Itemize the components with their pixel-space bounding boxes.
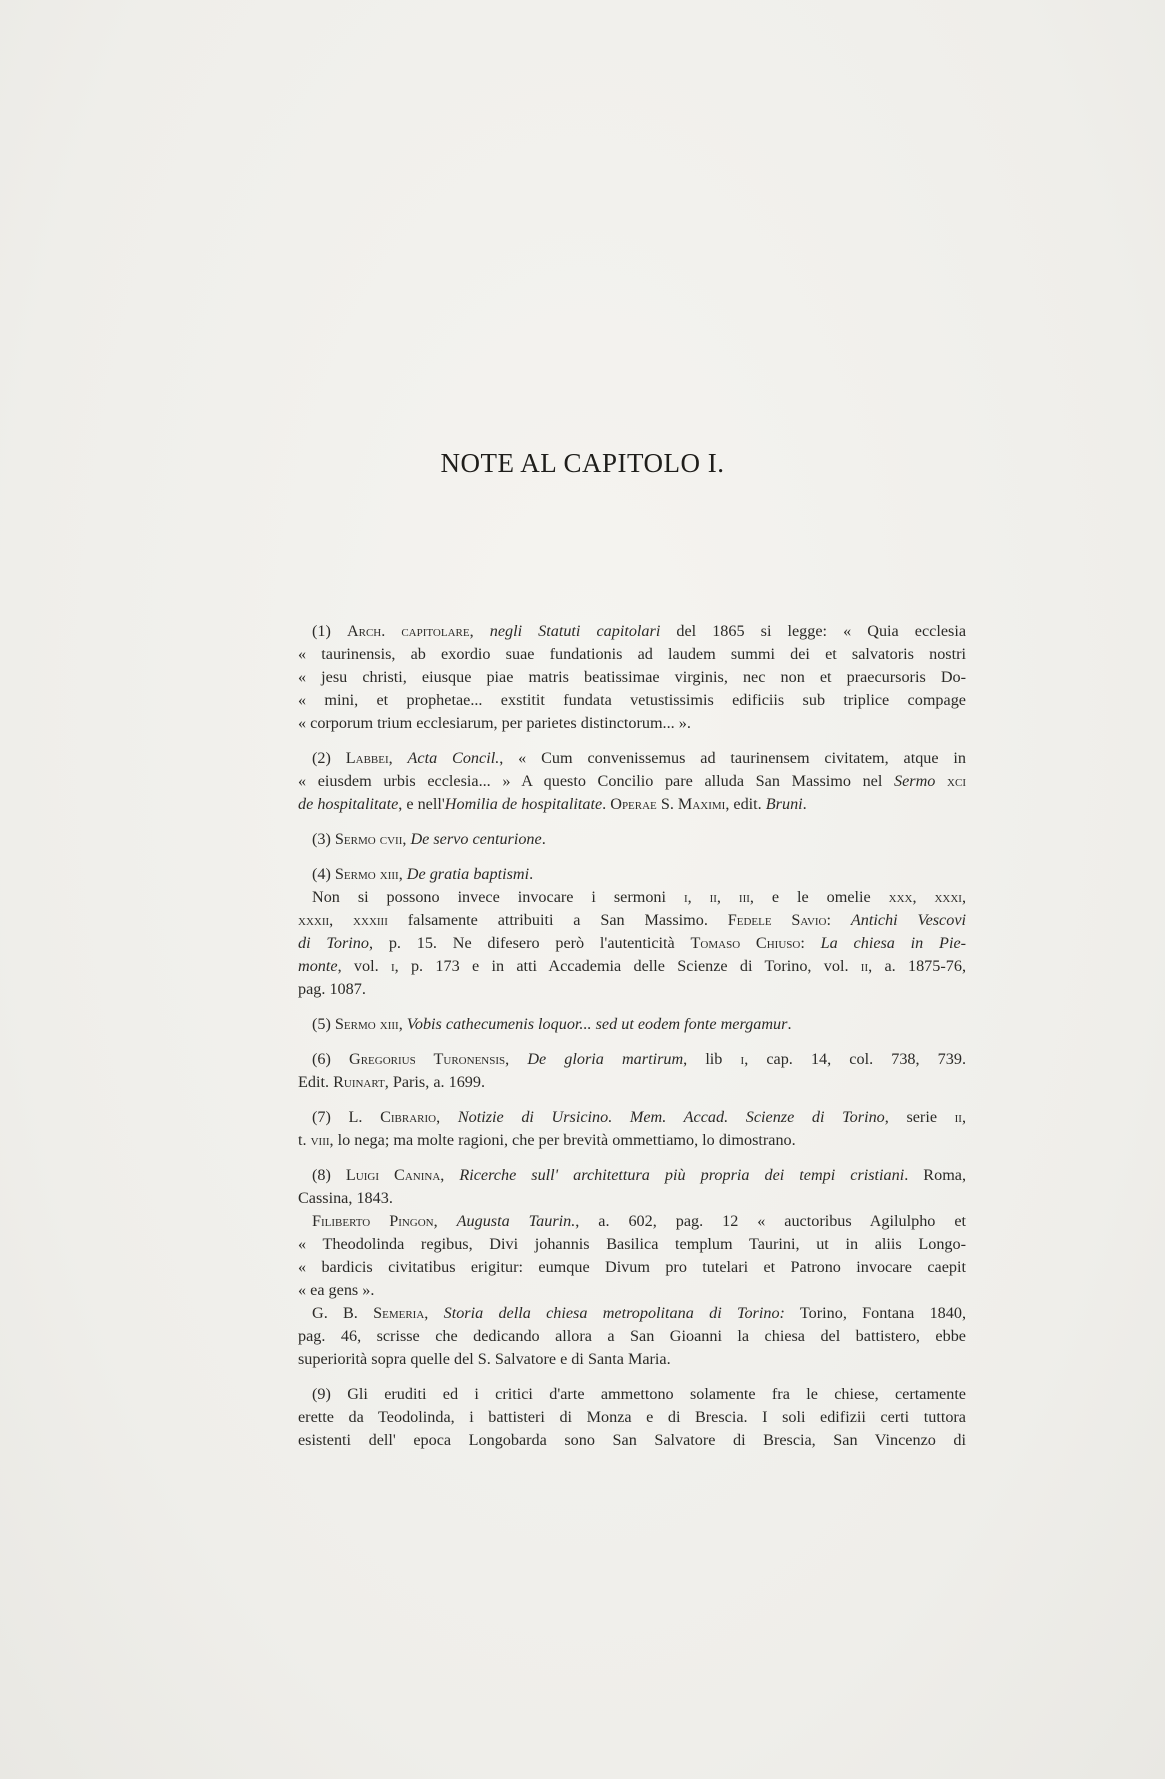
note-line: G. B. Semeria, Storia della chiesa metropolitana di Torino: Torino, Fontana 1840, bbox=[312, 1304, 966, 1322]
note-line: Filiberto Pingon, Augusta Taurin., a. 602, pag. 12 « auctoribus Agilulpho et bbox=[312, 1212, 967, 1230]
note-line: superiorità sopra quelle del S. Salvatore e di Santa Maria. bbox=[298, 1350, 671, 1368]
note-3 bbox=[298, 828, 966, 851]
note-line: esistenti dell' epoca Longobarda sono San Salvatore di Brescia, San Vincenzo di bbox=[298, 1431, 966, 1449]
note-line: « corporum trium ecclesiarum, per parietes distinctorum... ». bbox=[298, 714, 691, 732]
note-line: Cassina, 1843. bbox=[298, 1189, 393, 1207]
note-line: di Torino, p. 15. Ne difesero però l'autenticità Tomaso Chiuso: La chiesa in Pie- bbox=[298, 934, 967, 952]
note-7 bbox=[298, 1106, 966, 1152]
note-line: Non si possono invece invocare i sermoni i, ii, iii, e le omelie xxx, xxxi, bbox=[312, 888, 967, 906]
note-line: « jesu christi, eiusque piae matris beatissimae virginis, nec non et praecursoris Do- bbox=[298, 668, 966, 686]
notes-body bbox=[298, 620, 966, 1452]
note-line: (1) Arch. capitolare, negli Statuti capitolari del 1865 si legge: « Quia ecclesia bbox=[312, 622, 967, 640]
note-line: Edit. Ruinart, Paris, a. 1699. bbox=[298, 1073, 486, 1091]
note-line: « bardicis civitatibus erigitur: eumque Divum pro tutelari et Patrono invocare caepit bbox=[298, 1258, 966, 1276]
note-line: (5) Sermo xiii, Vobis cathecumenis loquor... sed ut eodem fonte mergamur. bbox=[312, 1015, 792, 1033]
note-2 bbox=[298, 747, 966, 816]
page-title: NOTE AL CAPITOLO I. bbox=[440, 448, 725, 478]
note-line: (4) Sermo xiii, De gratia baptismi. bbox=[312, 865, 534, 883]
note-line: « mini, et prophetae... exstitit fundata vetustissimis edificiis sub triplice compage bbox=[298, 691, 966, 709]
note-line: (7) L. Cibrario, Notizie di Ursicino. Mem. Accad. Scienze di Torino, serie ii, bbox=[312, 1108, 967, 1126]
note-8 bbox=[298, 1164, 966, 1371]
note-line: « eiusdem urbis ecclesia... » A questo Concilio pare alluda San Massimo nel Sermo xci bbox=[298, 772, 966, 790]
note-4 bbox=[298, 863, 966, 1001]
note-line: (3) Sermo cvii, De servo centurione. bbox=[312, 830, 546, 848]
note-line: de hospitalitate, e nell'Homilia de hospitalitate. Operae S. Maximi, edit. Bruni. bbox=[298, 795, 807, 813]
note-9 bbox=[298, 1383, 966, 1452]
note-line: (2) Labbei, Acta Concil., « Cum convenissemus ad taurinensem civitatem, atque in bbox=[312, 749, 967, 767]
note-5 bbox=[298, 1013, 966, 1036]
note-line: pag. 46, scrisse che dedicando allora a San Gioanni la chiesa del battistero, ebbe bbox=[298, 1327, 966, 1345]
note-line: erette da Teodolinda, i battisteri di Monza e di Brescia. I soli edifizii certi tuttora bbox=[298, 1408, 966, 1426]
note-line: (6) Gregorius Turonensis, De gloria martirum, lib i, cap. 14, col. 738, 739. bbox=[312, 1050, 967, 1068]
note-1 bbox=[298, 620, 966, 735]
note-line: « ea gens ». bbox=[298, 1281, 375, 1299]
note-line: « Theodolinda regibus, Divi johannis Basilica templum Taurini, ut in aliis Longo- bbox=[298, 1235, 966, 1253]
note-line: pag. 1087. bbox=[298, 980, 366, 998]
note-line: (8) Luigi Canina, Ricerche sull' architettura più propria dei tempi cristiani. Roma, bbox=[312, 1166, 967, 1184]
note-line: monte, vol. i, p. 173 e in atti Accademia delle Scienze di Torino, vol. ii, a. 1875-76, bbox=[298, 957, 966, 975]
note-line: « taurinensis, ab exordio suae fundationis ad laudem summi dei et salvatoris nostri bbox=[298, 645, 966, 663]
note-line: (9) Gli eruditi ed i critici d'arte ammettono solamente fra le chiese, certamente bbox=[312, 1385, 966, 1403]
note-line: t. viii, lo nega; ma molte ragioni, che per brevità ommettiamo, lo dimostrano. bbox=[298, 1131, 796, 1149]
note-line: xxxii, xxxiii falsamente attribuiti a San Massimo. Fedele Savio: Antichi Vescovi bbox=[298, 911, 967, 929]
note-6 bbox=[298, 1048, 966, 1094]
